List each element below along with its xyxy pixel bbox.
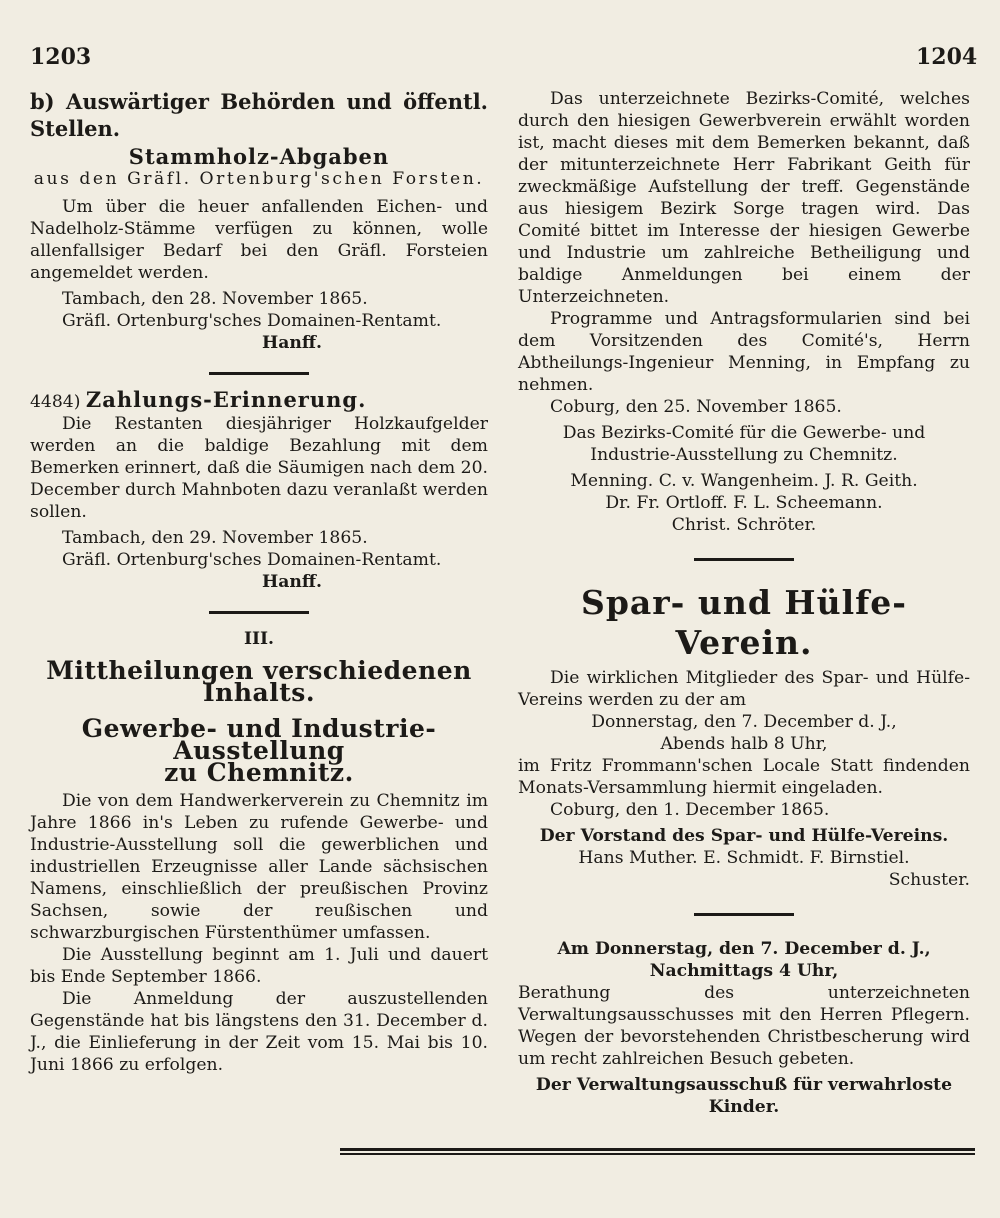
zahlung-title: Zahlungs-Erinnerung.	[85, 387, 367, 412]
section-iii-title: Mittheilungen verschiedenen Inhalts.	[46, 656, 472, 707]
zahlung-date: Tambach, den 29. November 1865.	[62, 528, 368, 548]
spar-names-line1: Hans Muther. E. Schmidt. F. Birnstiel.	[578, 848, 910, 868]
section-iii-number: III.	[243, 629, 275, 649]
chemnitz-para2: Programme und Antragsformularien sind bei dem Vorsitzenden des Comité's, Herrn Abtheilungs-Ingenieur Menning, in Empfang zu nehmen.	[518, 309, 970, 395]
spar-board: Der Vorstand des Spar- und Hülfe-Vereins.	[539, 826, 949, 846]
meeting-body: Berathung des unterzeichneten Verwaltungsausschusses mit den Herren Pflegern. Wegen der bevorstehenden Christbescherung wird um recht zahlreichen Besuch gebeten.	[518, 983, 970, 1069]
committee-names-line2: Dr. Fr. Ortloff. F. L. Scheemann.	[605, 493, 883, 513]
page-number-left: 1203	[30, 44, 92, 70]
gewerbe-title-line1: Gewerbe- und Industrie-Ausstellung	[81, 714, 437, 765]
stammholz-signature: Hanff.	[262, 333, 322, 353]
meeting-line2: Nachmittags 4 Uhr,	[649, 961, 839, 981]
gewerbe-title-line2: zu Chemnitz.	[164, 758, 354, 787]
left-column	[30, 88, 488, 1076]
zahlung-body: Die Restanten diesjähriger Holzkaufgelder werden an die baldige Bezahlung mit dem Bemerken erinnert, daß die Säumigen nach dem 20. December durch Mahnboten dazu veranlaßt werden sollen.	[30, 414, 488, 522]
page-number-right: 1204	[916, 44, 978, 70]
chemnitz-para1: Das unterzeichnete Bezirks-Comité, welches durch den hiesigen Gewerbverein erwählt worden ist, macht dieses mit dem Bemerken bekannt, daß der mitunterzeichnete Herr Fabrikant Geith für zweckmäßige Aufstellung der treff. Gegenstände aus hiesigem Bezirk Sorge tragen wird. Das Comité bittet im Interesse der hiesigen Gewerbe und Industrie um zahlreiche Betheiligung und baldige Anmeldungen bei einem der Unterzeichneten.	[518, 89, 970, 307]
committee-line2: Industrie-Ausstellung zu Chemnitz.	[590, 445, 898, 465]
zahlung-office: Gräfl. Ortenburg'sches Domainen-Rentamt.	[62, 550, 442, 570]
stammholz-body: Um über die heuer anfallenden Eichen- und Nadelholz-Stämme verfügen zu können, wolle allenfallsiger Bedarf bei den Gräfl. Forsteien angemeldet werden.	[30, 197, 488, 283]
stammholz-date: Tambach, den 28. November 1865.	[62, 289, 368, 309]
section-b-heading: b) Auswärtiger Behörden und öffentl. Stellen.	[30, 89, 488, 141]
zahlung-number: 4484)	[30, 392, 81, 412]
meeting-signature-line1: Der Verwaltungsausschuß für verwahrloste	[535, 1075, 953, 1095]
spar-body1: Die wirklichen Mitglieder des Spar- und Hülfe-Vereins werden zu der am	[518, 668, 970, 710]
stammholz-subtitle: aus den Gräfl. Ortenburg'schen Forsten.	[33, 169, 485, 189]
spar-date: Coburg, den 1. December 1865.	[550, 800, 830, 820]
zahlung-signature: Hanff.	[262, 572, 322, 592]
bottom-double-rule	[340, 1148, 975, 1155]
spar-body4: im Fritz Frommann'schen Locale Statt findenden Monats-Versammlung hiermit eingeladen.	[518, 756, 970, 798]
spar-body3: Abends halb 8 Uhr,	[660, 734, 828, 754]
chemnitz-date: Coburg, den 25. November 1865.	[550, 397, 842, 417]
meeting-signature-line2: Kinder.	[708, 1097, 780, 1117]
stammholz-office: Gräfl. Ortenburg'sches Domainen-Rentamt.	[62, 311, 442, 331]
spar-body2: Donnerstag, den 7. December d. J.,	[591, 712, 897, 732]
committee-line1: Das Bezirks-Comité für die Gewerbe- und	[562, 423, 926, 443]
stammholz-title: Stammholz-Abgaben	[128, 144, 390, 169]
committee-names-line3: Christ. Schröter.	[671, 515, 817, 535]
meeting-line1: Am Donnerstag, den 7. December d. J.,	[557, 939, 931, 959]
zahlung-heading	[30, 389, 488, 413]
spar-title: Spar- und Hülfe-Verein.	[580, 583, 907, 662]
gewerbe-para2: Die Ausstellung beginnt am 1. Juli und dauert bis Ende September 1866.	[30, 945, 488, 987]
committee-names-line1: Menning. C. v. Wangenheim. J. R. Geith.	[570, 471, 918, 491]
spar-names-line2: Schuster.	[888, 870, 970, 890]
right-column	[518, 88, 970, 1118]
gewerbe-para1: Die von dem Handwerkerverein zu Chemnitz im Jahre 1866 in's Leben zu rufende Gewerbe- und Industrie-Ausstellung soll die gewerblichen und industriellen Erzeugnisse aller Lande sächsischen Namens, einschließlich der preußischen Provinz Sachsen, sowie der reußischen und schwarzburgischen Fürstenthümer umfassen.	[30, 791, 488, 943]
gewerbe-para3: Die Anmeldung der auszustellenden Gegenstände hat bis längstens den 31. December d. J., die Einlieferung in der Zeit vom 15. Mai bis 10. Juni 1866 zu erfolgen.	[30, 989, 488, 1075]
